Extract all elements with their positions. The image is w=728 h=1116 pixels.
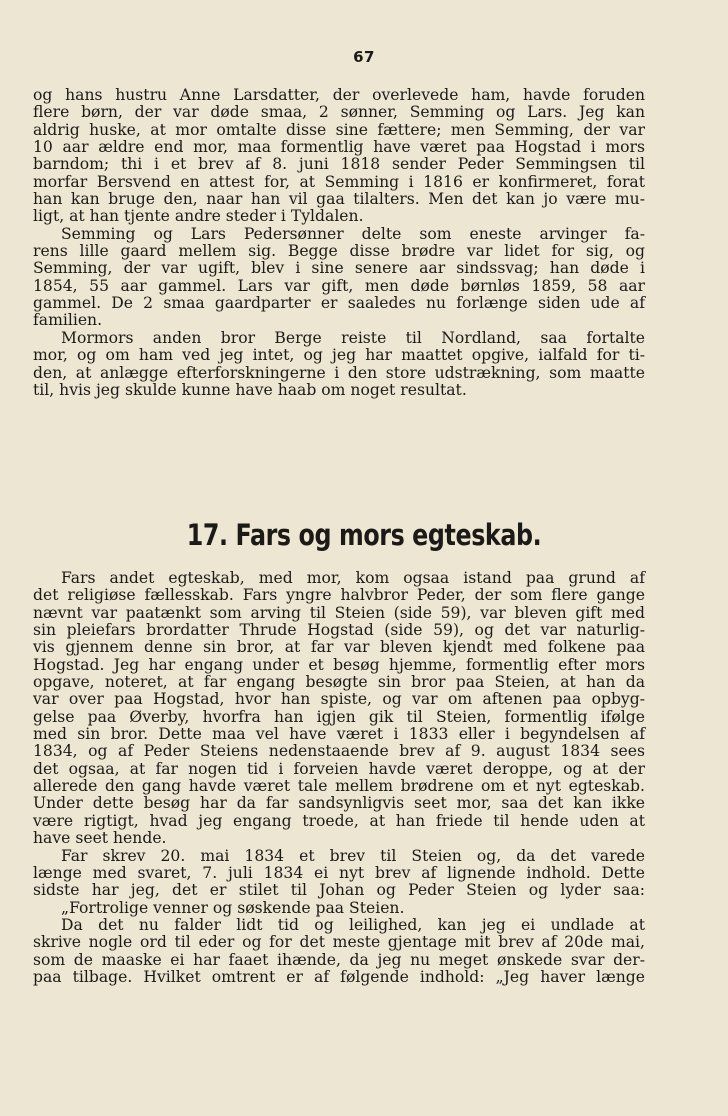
text-line: Far skrev 20. mai 1834 et brev til Steien og, da det varede bbox=[61, 846, 645, 865]
text-line: 10 aar ældre end mor, maa formentlig have været paa Hogstad i mors bbox=[33, 138, 645, 157]
text-line: med sin bror. Dette maa vel have været i 1833 eller i begyndelsen af bbox=[33, 725, 645, 744]
text-line: mor, og om ham ved jeg intet, og jeg har maattet opgive, ialfald for ti- bbox=[33, 346, 645, 365]
text-line: have seet hende. bbox=[33, 829, 167, 848]
section-heading: 17. Fars og mors egteskab. bbox=[186, 518, 542, 552]
text-line: 1834, og af Peder Steiens nedenstaaende brev af 9. august 1834 sees bbox=[33, 742, 645, 761]
text-line: Hogstad. Jeg har engang under et besøg hjemme, formentlig efter mors bbox=[33, 655, 645, 674]
text-line: være rigtigt, hvad jeg engang troede, at han friede til hende uden at bbox=[33, 811, 645, 830]
text-line: og hans hustru Anne Larsdatter, der overlevede ham, havde foruden bbox=[33, 86, 645, 104]
text-line: som de maaske ei har faaet ihænde, da jeg nu meget ønskede svar der- bbox=[33, 950, 645, 969]
text-line: længe med svaret, 7. juli 1834 ei nyt brev af lignende indhold. Dette bbox=[33, 863, 645, 882]
text-block-after-heading bbox=[33, 570, 645, 986]
text-line: barndom; thi i et brev af 8. juni 1818 sender Peder Semmingsen til bbox=[33, 155, 645, 174]
text-line: gelse paa Øverby, hvorfra han igjen gik til Steien, formentlig ifølge bbox=[33, 707, 645, 726]
text-line: sin pleiefars brordatter Thrude Hogstad (side 59), og det var naturlig- bbox=[33, 621, 645, 640]
text-line: gammel. De 2 smaa gaardparter er saaledes nu forlængе siden ude af bbox=[33, 294, 645, 313]
text-line: var over paa Hogstad, hvor han spiste, og var om aftenen paa opbyg- bbox=[33, 690, 645, 709]
text-line: Under dette besøg har da far sandsynligvis seet mor, saa det kan ikke bbox=[33, 794, 645, 813]
text-line: til, hvis jeg skulde kunne have haab om noget resultat. bbox=[33, 380, 467, 399]
page-number: 67 bbox=[353, 48, 375, 66]
text-line: morfar Bersvend en attest for, at Semming i 1816 er konfirmeret, forat bbox=[33, 172, 645, 191]
text-line: det religiøse fællesskab. Fars yngre halvbror Peder, der som flere gange bbox=[33, 586, 645, 605]
text-line: Da det nu falder lidt tid og leilighed, kan jeg ei undlade at bbox=[61, 915, 645, 934]
text-line: aldrig huske, at mor omtalte disse sine fættere; men Semming, der var bbox=[33, 120, 645, 139]
text-line: flere børn, der var døde smaa, 2 sønner, Semming og Lars. Jeg kan bbox=[33, 103, 645, 122]
text-line: rens lille gaard mellem sig. Begge disse brødre var lidet for sig, og bbox=[33, 242, 645, 261]
text-line: ligt, at han tjente andre steder i Tyldalen. bbox=[33, 207, 364, 226]
text-line: 1854, 55 aar gammel. Lars var gift, men døde børnløs 1859, 58 aar bbox=[33, 276, 645, 295]
text-line: allerede den gang havde været tale mellem brødrene om et nyt egteskab. bbox=[33, 777, 645, 796]
text-line: familien. bbox=[33, 311, 103, 330]
text-line: Semming, der var ugift, blev i sine senere aar sindssvag; han døde i bbox=[33, 259, 645, 278]
text-line: opgave, noteret, at far engang besøgte sin bror paa Steien, at han da bbox=[33, 673, 645, 692]
text-line: vis gjennem denne sin bror, at far var bleven kjendt med folkene paa bbox=[33, 638, 645, 657]
text-line: paa tilbage. Hvilket omtrent er af følgende indhold: „Jeg haver længe bbox=[33, 967, 645, 986]
text-line: sidste har jeg, det er stilet til Johan og Peder Steien og lyder saa: bbox=[33, 881, 645, 900]
text-line: nævnt var paatænkt som arving til Steien (side 59), var bleven gift med bbox=[33, 603, 645, 622]
text-block-before-heading bbox=[33, 87, 645, 399]
text-line: „Fortrolige venner og søskende paa Steien. bbox=[61, 898, 405, 917]
text-line: skrive nogle ord til eder og for det meste gjentage mit brev af 20de mai, bbox=[33, 933, 645, 952]
text-line: han kan bruge den, naar han vil gaa tilalters. Men det kan jo være mu- bbox=[33, 190, 645, 209]
text-line: det ogsaa, at far nogen tid i forveien havde været deroppe, og at der bbox=[33, 759, 645, 778]
text-line: Fars andet egteskab, med mor, kom ogsaa istand paa grund af bbox=[61, 569, 645, 587]
text-line: den, at anlægge efterforskningerne i den store udstrækning, som maatte bbox=[33, 363, 645, 382]
text-line: Mormors anden bror Berge reiste til Nordland, saa fortalte bbox=[61, 328, 645, 347]
text-line: Semming og Lars Pedersønner delte som eneste arvinger fa- bbox=[61, 224, 645, 243]
